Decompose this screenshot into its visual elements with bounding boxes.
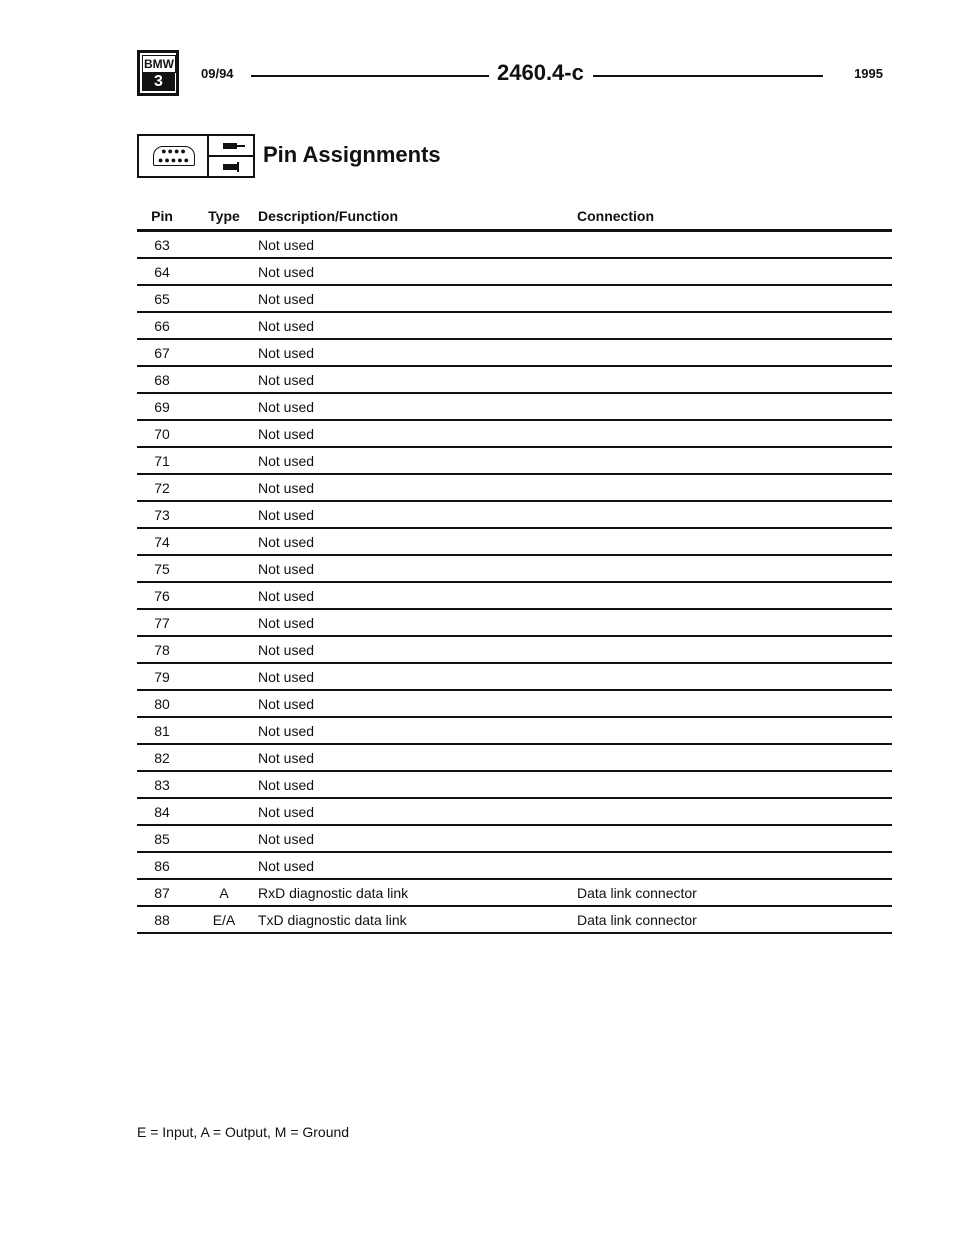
table-row	[137, 745, 892, 772]
cell-type: E/A	[212, 912, 236, 928]
cell-pin: 80	[154, 696, 170, 712]
page-header	[137, 50, 883, 96]
table-row	[137, 421, 892, 448]
cell-description: Not used	[258, 453, 315, 469]
cell-description: Not used	[258, 264, 315, 280]
cell-pin: 66	[154, 318, 170, 334]
pin-male-shape	[223, 143, 237, 149]
bmw-3-series-logo	[137, 50, 179, 96]
cell-description: Not used	[258, 777, 315, 793]
table-row	[137, 880, 892, 907]
type-legend: E = Input, A = Output, M = Ground	[137, 1124, 350, 1140]
cell-pin: 71	[154, 453, 170, 469]
pin-female-shape	[223, 164, 237, 170]
cell-pin: 64	[154, 264, 170, 280]
cell-pin: 79	[154, 669, 170, 685]
cell-description: Not used	[258, 534, 315, 550]
cell-description: Not used	[258, 669, 315, 685]
cell-description: Not used	[258, 750, 315, 766]
logo-brand: BMW	[144, 57, 174, 71]
table-row	[137, 502, 892, 529]
table-row	[137, 340, 892, 367]
table-row	[137, 367, 892, 394]
table-row	[137, 853, 892, 880]
cell-pin: 85	[154, 831, 170, 847]
pin-assignment-table	[137, 205, 892, 934]
cell-pin: 86	[154, 858, 170, 874]
table-row	[137, 907, 892, 934]
cell-description: Not used	[258, 615, 315, 631]
pin-icon	[209, 134, 255, 178]
table-row	[137, 394, 892, 421]
cell-description: Not used	[258, 318, 315, 334]
page-title: Pin Assignments	[263, 142, 441, 167]
cell-description: Not used	[258, 723, 315, 739]
header-date: 09/94	[201, 66, 234, 81]
header-year: 1995	[854, 66, 883, 81]
pin-divider	[209, 155, 253, 157]
table-row	[137, 529, 892, 556]
table-row	[137, 772, 892, 799]
cell-description: Not used	[258, 696, 315, 712]
header-connection: Connection	[577, 208, 654, 224]
cell-description: TxD diagnostic data link	[258, 912, 407, 928]
document-number: 2460.4-c	[497, 60, 584, 85]
cell-pin: 67	[154, 345, 170, 361]
cell-pin: 69	[154, 399, 170, 415]
table-row	[137, 556, 892, 583]
cell-pin: 73	[154, 507, 170, 523]
cell-description: RxD diagnostic data link	[258, 885, 409, 901]
cell-pin: 88	[154, 912, 170, 928]
cell-pin: 83	[154, 777, 170, 793]
cell-pin: 77	[154, 615, 170, 631]
cell-description: Not used	[258, 642, 315, 658]
cell-description: Not used	[258, 858, 315, 874]
header-type: Type	[208, 208, 240, 224]
cell-connection: Data link connector	[577, 912, 697, 928]
table-row	[137, 286, 892, 313]
cell-description: Not used	[258, 291, 315, 307]
table-row	[137, 583, 892, 610]
cell-description: Not used	[258, 372, 315, 388]
cell-description: Not used	[258, 480, 315, 496]
cell-connection: Data link connector	[577, 885, 697, 901]
cell-pin: 87	[154, 885, 170, 901]
cell-pin: 76	[154, 588, 170, 604]
table-row	[137, 826, 892, 853]
cell-pin: 81	[154, 723, 170, 739]
cell-description: Not used	[258, 426, 315, 442]
cell-pin: 68	[154, 372, 170, 388]
table-row	[137, 664, 892, 691]
header-rule-right	[593, 75, 823, 77]
cell-pin: 82	[154, 750, 170, 766]
cell-description: Not used	[258, 399, 315, 415]
table-row	[137, 475, 892, 502]
header-rule-left	[251, 75, 489, 77]
table-row	[137, 610, 892, 637]
cell-description: Not used	[258, 507, 315, 523]
cell-pin: 74	[154, 534, 170, 550]
cell-pin: 63	[154, 237, 170, 253]
cell-description: Not used	[258, 804, 315, 820]
cell-description: Not used	[258, 345, 315, 361]
cell-pin: 70	[154, 426, 170, 442]
table-row	[137, 718, 892, 745]
table-row	[137, 313, 892, 340]
cell-pin: 84	[154, 804, 170, 820]
cell-pin: 65	[154, 291, 170, 307]
table-row	[137, 637, 892, 664]
cell-description: Not used	[258, 831, 315, 847]
cell-description: Not used	[258, 588, 315, 604]
logo-series: 3	[142, 73, 175, 91]
cell-description: Not used	[258, 237, 315, 253]
table-row	[137, 691, 892, 718]
cell-type: A	[219, 885, 229, 901]
cell-pin: 75	[154, 561, 170, 577]
cell-pin: 78	[154, 642, 170, 658]
table-header-row	[137, 205, 892, 232]
header-pin: Pin	[151, 208, 173, 224]
table-row	[137, 799, 892, 826]
connector-icon	[137, 134, 209, 178]
table-body	[137, 232, 892, 934]
table-row	[137, 232, 892, 259]
table-row	[137, 259, 892, 286]
header-description: Description/Function	[258, 208, 398, 224]
cell-pin: 72	[154, 480, 170, 496]
table-row	[137, 448, 892, 475]
plug-shape: ●●●● ●●●●●	[153, 146, 195, 166]
cell-description: Not used	[258, 561, 315, 577]
